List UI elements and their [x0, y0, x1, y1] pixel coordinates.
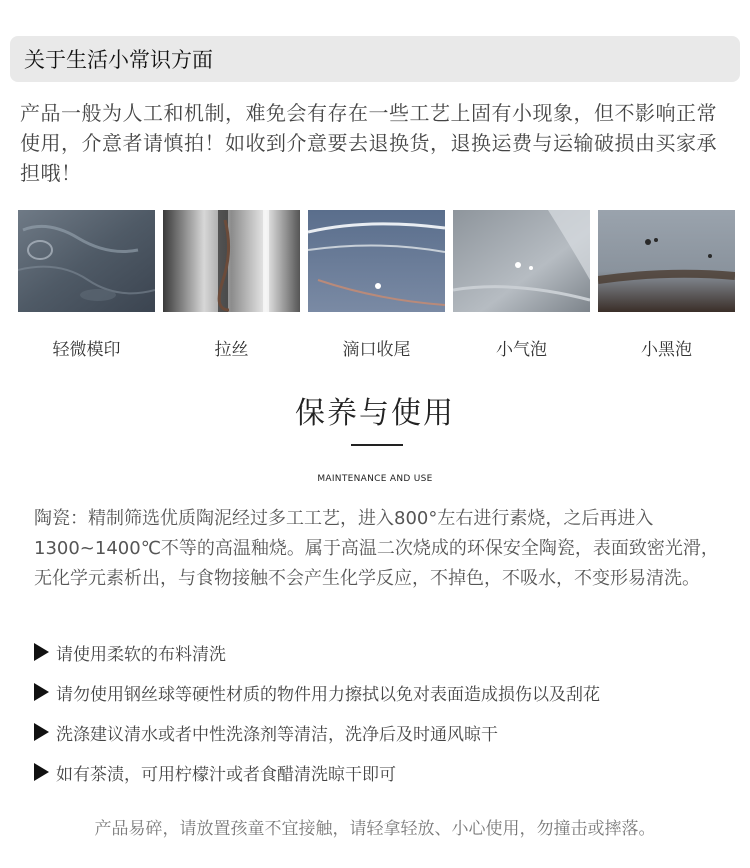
photo-glass-strand — [163, 210, 300, 312]
defect-label: 小黑泡 — [641, 340, 692, 360]
care-bullet — [34, 680, 600, 704]
triangle-bullet-icon — [34, 683, 49, 701]
defect-label: 小气泡 — [496, 340, 547, 360]
photo-mold-mark — [18, 210, 155, 312]
bullet-text: 请使用柔软的布料清洗 — [56, 644, 226, 665]
care-bullet — [34, 760, 396, 784]
title-underline — [351, 444, 403, 446]
photo-small-bubble — [453, 210, 590, 312]
bullet-text: 请勿使用钢丝球等硬性材质的物件用力擦拭以免对表面造成损伤以及刮花 — [56, 684, 600, 705]
section-title: 保养与使用 — [295, 396, 455, 431]
section-header-bar — [10, 36, 740, 82]
defect-label: 拉丝 — [214, 340, 249, 360]
header-title: 关于生活小常识方面 — [24, 48, 213, 72]
fragile-warning: 产品易碎，请放置孩童不宜接触，请轻拿轻放、小心使用，勿撞击或摔落。 — [94, 819, 656, 839]
ceramic-description: 陶瓷：精制筛选优质陶泥经过多工工艺，进入800°左右进行素烧，之后再进入1300~1400℃不等的高温釉烧。属于高温二次烧成的环保安全陶瓷，表面致密光滑，无化学元素析出，与食物接触不会产生化学反应，不掉色，不吸水，不变形易清洗。 — [34, 508, 719, 589]
defect-label: 轻微模印 — [52, 340, 121, 360]
bullet-text: 如有茶渍，可用柠檬汁或者食醋清洗晾干即可 — [56, 764, 396, 785]
triangle-bullet-icon — [34, 643, 49, 661]
care-bullet — [34, 640, 226, 664]
photo-drip-finish — [308, 210, 445, 312]
photo-small-black-bubble — [598, 210, 735, 312]
notice-text: 产品一般为人工和机制，难免会有存在一些工艺上固有小现象，但不影响正常使用，介意者请慎拍！如收到介意要去退换货，退换运费与运输破损由买家承担哦！ — [20, 101, 717, 185]
defect-label: 滴口收尾 — [342, 340, 411, 360]
bullet-text: 洗涤建议清水或者中性洗涤剂等清洁，洗净后及时通风晾干 — [56, 724, 498, 745]
section-subtitle: MAINTENANCE AND USE — [317, 474, 433, 484]
defect-photo-row — [18, 210, 736, 314]
triangle-bullet-icon — [34, 723, 49, 741]
care-bullet — [34, 720, 498, 744]
triangle-bullet-icon — [34, 763, 49, 781]
